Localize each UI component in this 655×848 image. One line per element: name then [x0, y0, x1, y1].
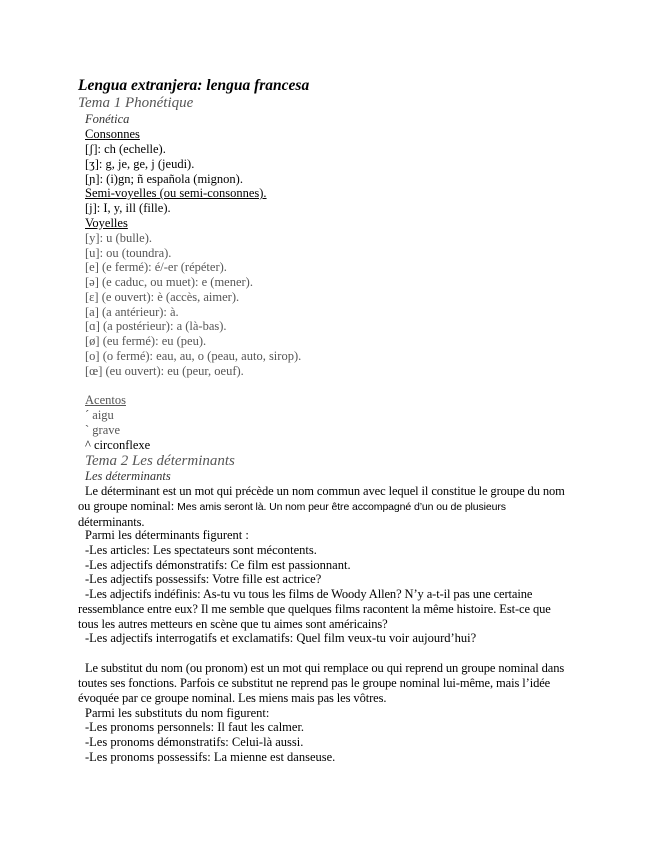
interrogatifs-line: -Les adjectifs interrogatifs et exclamatifs: Quel film veux-tu voir aujourd’hui? — [85, 631, 477, 645]
voyelle-line: [ø] (eu fermé): eu (peu). — [85, 334, 207, 348]
paragraph-inline-example: Mes amis seront là. Un nom peur être accompagné d’un ou de plusieurs — [177, 501, 506, 513]
consonnes-label: Consonnes — [85, 127, 140, 141]
document-title: Lengua extranjera: lengua francesa — [78, 77, 310, 94]
voyelle-line: [ɑ] (a postérieur): a (là-bas). — [85, 319, 227, 333]
consonne-line: [ʃ]: ch (echelle). — [85, 142, 166, 156]
determinant-list-item: -Les adjectifs démonstratifs: Ce film est passionnant. — [85, 558, 351, 572]
acento-line: ´ aigu — [85, 408, 114, 422]
determinants-intro: Parmi les déterminants figurent : — [85, 528, 249, 542]
substitut-paragraph: Le substitut du nom (ou pronom) est un mot qui remplace ou qui reprend un groupe nominal dans toutes ses fonctions. Parfois ce substitut ne reprend pas le groupe nominal lui-même, mais l’idée évoquée par ce groupe nominal. Les miens mais pas les vôtres. — [78, 661, 565, 705]
pronom-list-item: -Les pronoms possessifs: La mienne est danseuse. — [85, 750, 336, 764]
consonne-line: [ʒ]: g, je, ge, j (jeudi). — [85, 157, 195, 171]
tema1-subheading: Fonética — [85, 112, 130, 126]
paragraph-text: Le déterminant est un mot qui précède un nom commun avec lequel il constitue le groupe du nom ou groupe nominal: — [78, 484, 565, 513]
voyelle-line: [y]: u (bulle). — [85, 231, 152, 245]
voyelle-line: [u]: ou (toundra). — [85, 246, 172, 260]
voyelle-line: [ə] (e caduc, ou muet): e (mener). — [85, 275, 253, 289]
determinant-list-item: -Les articles: Les spectateurs sont mécontents. — [85, 543, 317, 557]
substituts-intro: Parmi les substituts du nom figurent: — [85, 706, 270, 720]
tema2-heading: Tema 2 Les déterminants — [85, 453, 235, 469]
acento-line: ^ circonflexe — [85, 438, 151, 452]
voyelle-line: [o] (o fermé): eau, au, o (peau, auto, sirop). — [85, 349, 302, 363]
determinant-paragraph — [78, 484, 570, 530]
voyelle-line: [e] (e fermé): é/-er (répéter). — [85, 260, 227, 274]
voyelle-line: [ɛ] (e ouvert): è (accès, aimer). — [85, 290, 240, 304]
pronom-list-item: -Les pronoms personnels: Il faut les calmer. — [85, 720, 305, 734]
acentos-label: Acentos — [85, 393, 126, 407]
pronom-list-item: -Les pronoms démonstratifs: Celui-là aussi. — [85, 735, 304, 749]
voyelle-line: [a] (a antérieur): à. — [85, 305, 179, 319]
determinant-list-item: -Les adjectifs possessifs: Votre fille est actrice? — [85, 572, 322, 586]
tema2-subheading: Les déterminants — [85, 469, 171, 483]
indefinis-paragraph: -Les adjectifs indéfinis: As-tu vu tous les films de Woody Allen? N’y a-t-il pas une certaine ressemblance entre eux? Il me semble que quelques films racontent la même histoire. Est-ce que tous les autres metteurs en scène que tu aimes sont américains? — [78, 587, 551, 631]
voyelle-line: [œ] (eu ouvert): eu (peur, oeuf). — [85, 364, 244, 378]
acento-line: ` grave — [85, 423, 121, 437]
semivoyelles-label: Semi-voyelles (ou semi-consonnes). — [85, 186, 267, 200]
tema1-heading: Tema 1 Phonétique — [78, 95, 194, 111]
semivoyelle-line: [j]: I, y, ill (fille). — [85, 201, 171, 215]
consonne-line: [ɲ]: (i)gn; ñ española (mignon). — [85, 172, 243, 186]
voyelles-label: Voyelles — [85, 216, 128, 230]
paragraph-text: déterminants. — [78, 515, 145, 529]
